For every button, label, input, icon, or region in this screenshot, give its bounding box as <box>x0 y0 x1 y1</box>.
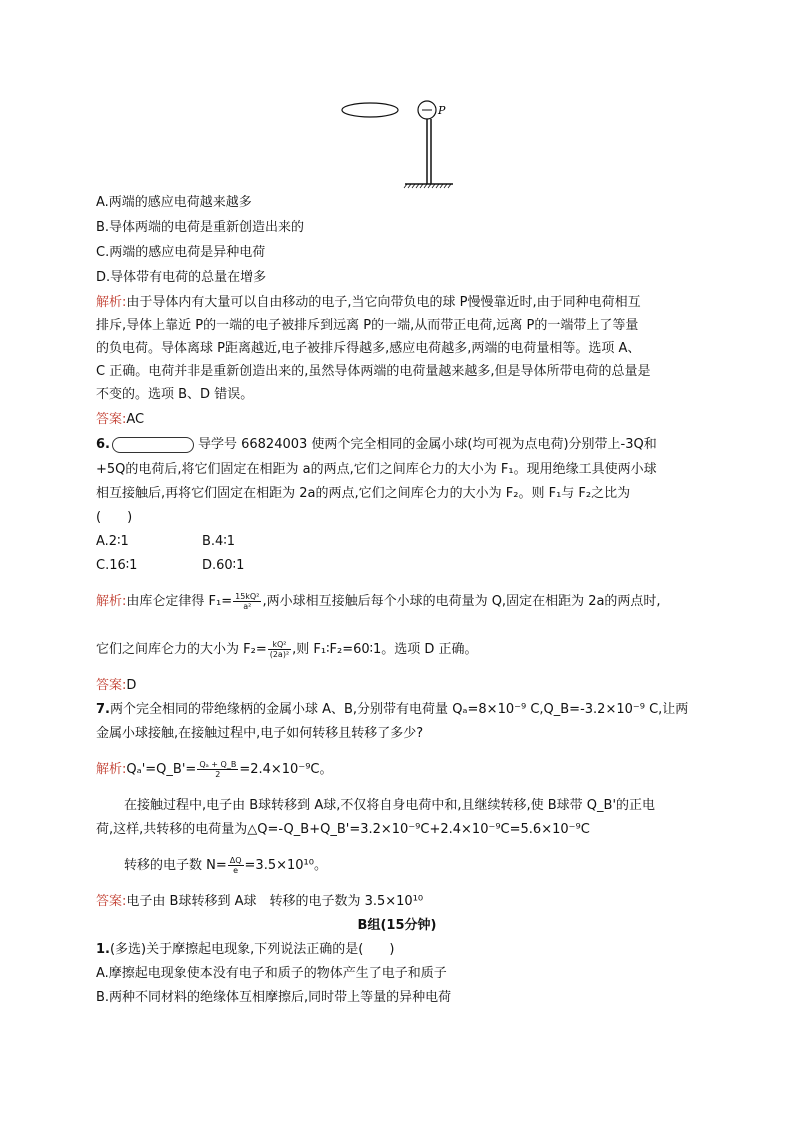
q5-option-a: A.两端的感应电荷越来越多 <box>96 195 252 210</box>
label-p: P <box>438 104 446 117</box>
q7-analysis-line-2: 在接触过程中,电子由 B球转移到 A球,不仅将自身电荷中和,且继续转移,使 B球带 Q_B'的正电 <box>124 798 656 813</box>
q7-analysis-line-1: 解析:Qₐ'=Q_B'= $\frac{\text{Qₐ + Q\_B}}{2}$ =2.4×10⁻⁹C。 <box>96 760 333 779</box>
conductor-ellipse <box>342 103 398 117</box>
q5-analysis-line-1: 解析:由于导体内有大量可以自由移动的电子,当它向带负电的球 P慢慢靠近时,由于同种电荷相互 <box>96 295 641 310</box>
q6-fraction-1: $\frac{\text{15kQ²}}{\text{a²}}$ <box>235 592 260 611</box>
q5-analysis-line-4: C 正确。电荷并非是重新创造出来的,虽然导体两端的电荷量越来越多,但是导体所带电荷的总量是 <box>96 364 651 379</box>
q5-analysis-label: 解析: <box>96 295 127 310</box>
q6-answer: 答案:D <box>96 678 137 693</box>
q5-analysis-line-5: 不变的。选项 B、D 错误。 <box>96 387 254 402</box>
q7-fraction-2: $\frac{\Delta Q}{e}$ <box>229 856 242 875</box>
q7-analysis-line-3: 荷,这样,共转移的电荷量为△Q=-Q_B+Q_B'=3.2×10⁻⁹C+2.4×10⁻⁹C=5.6×10⁻⁹C <box>96 822 590 837</box>
q6-stem-line-4: ( ) <box>96 510 133 525</box>
q7-stem-line-2: 金属小球接触,在接触过程中,电子如何转移且转移了多少? <box>96 726 424 741</box>
q5-answer: 答案:AC <box>96 412 145 427</box>
q6-analysis-line-1: 解析:由库仑定律得 F₁= $\frac{\text{15kQ²}}{\text{a²}}$ ,两小球相互接触后每个小球的电荷量为 Q,固定在相距为 2a的两点时, <box>96 592 661 611</box>
group-b-title: B组(15分钟) <box>357 918 437 933</box>
q6-option-d: D.60∶1 <box>202 558 245 573</box>
q6-badge <box>112 437 194 453</box>
b1-stem: 1.(多选)关于摩擦起电现象,下列说法正确的是( ) <box>96 942 395 957</box>
q5-option-c: C.两端的感应电荷是异种电荷 <box>96 245 266 260</box>
q5-analysis-line-3: 的负电荷。导体离球 P距离越近,电子被排斥得越多,感应电荷越多,两端的电荷量相等。选项 A、 <box>96 341 641 356</box>
q6-number: 6. <box>96 437 110 452</box>
q7-analysis-line-4: 转移的电子数 N= $\frac{\Delta Q}{e}$ =3.5×10¹⁰。 <box>124 856 327 875</box>
q7-fraction-1: $\frac{\text{Qₐ + Q\_B}}{2}$ <box>199 760 237 779</box>
q7-stem-line-1: 7.两个完全相同的带绝缘柄的金属小球 A、B,分别带有电荷量 Qₐ=8×10⁻⁹ C,Q_B=-3.2×10⁻⁹ C,让两 <box>96 702 689 717</box>
b1-option-a: A.摩擦起电现象使本没有电子和质子的物体产生了电子和质子 <box>96 966 447 981</box>
q6-stem-line-1: 6. 导学号 66824003 使两个完全相同的金属小球(均可视为点电荷)分别带上-3Q和 <box>96 437 657 452</box>
q6-fraction-2: $\frac{\text{kQ²}}{\text{(2a)²}}$ <box>269 640 290 659</box>
q6-option-b: B.4∶1 <box>202 534 235 549</box>
q5-option-d: D.导体带有电荷的总量在增多 <box>96 270 267 285</box>
q6-analysis-line-2: 它们之间库仑力的大小为 F₂= $\frac{\text{kQ²}}{\text{(2a)²}}$ ,则 F₁∶F₂=60∶1。选项 D 正确。 <box>96 640 478 659</box>
q6-stem-line-3: 相互接触后,再将它们固定在相距为 2a的两点,它们之间库仑力的大小为 F₂。则 F₁与 F₂之比为 <box>96 486 631 501</box>
q6-option-c: C.16∶1 <box>96 558 138 573</box>
q5-option-b: B.导体两端的电荷是重新创造出来的 <box>96 220 305 235</box>
physics-figure <box>340 96 470 191</box>
q5-analysis-line-2: 排斥,导体上靠近 P的一端的电子被排斥到远离 P的一端,从而带正电荷,远离 P的一端带上了等量 <box>96 318 639 333</box>
b1-option-b: B.两种不同材料的绝缘体互相摩擦后,同时带上等量的异种电荷 <box>96 990 452 1005</box>
q6-option-a: A.2∶1 <box>96 534 129 549</box>
q7-answer: 答案:电子由 B球转移到 A球 转移的电子数为 3.5×10¹⁰ <box>96 894 424 909</box>
q6-stem-line-2: +5Q的电荷后,将它们固定在相距为 a的两点,它们之间库仑力的大小为 F₁。现用绝缘工具使两小球 <box>96 462 657 477</box>
